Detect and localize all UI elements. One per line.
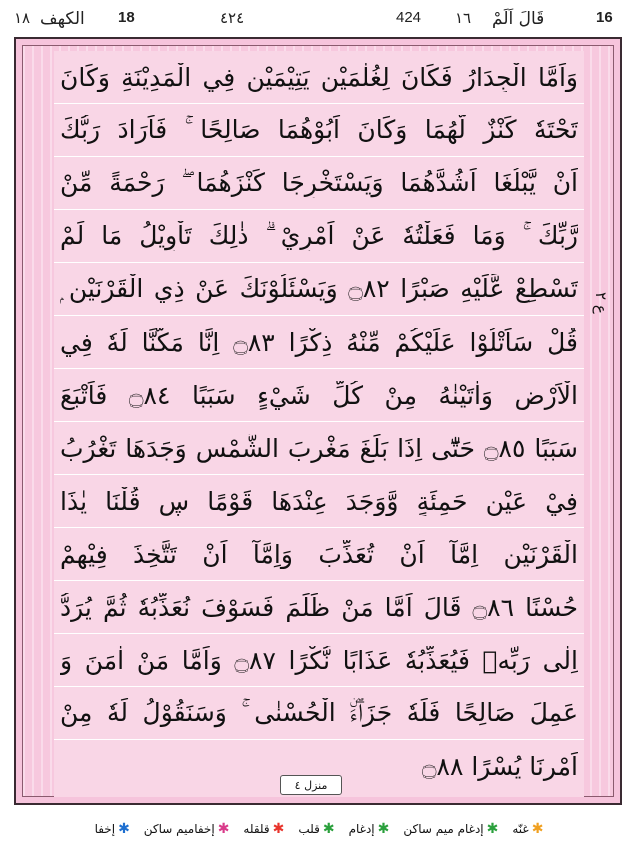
verse-text: وَاَمَّا الْجِدَارُ فَكَانَ لِغُلٰمَيْنِ يَتِيْمَيْنِ فِي الْمَدِيْنَةِ وَكَانَ <box>60 62 578 92</box>
quran-text-area <box>54 51 584 797</box>
text-line <box>54 581 584 634</box>
legend-item <box>243 822 284 836</box>
star-icon: ✱ <box>322 821 335 837</box>
para-number-arabic: ١٦ <box>455 9 472 27</box>
text-line <box>54 422 584 475</box>
text-line <box>54 210 584 263</box>
verse-text: حُسْنًا ۝٨٦ قَالَ اَمَّا مَنْ ظَلَمَ فَسَوْفَ نُعَذِّبُهٗ ثُمَّ يُرَدُّ <box>60 592 578 622</box>
text-line <box>54 157 584 210</box>
verse-text: اَنْ يَّبْلُغَا اَشُدَّهُمَا وَيَسْتَخْرِجَا كَنْزَهُمَا ۖ رَحْمَةً مِّنْ <box>60 168 578 197</box>
page-number: 424 <box>396 9 422 26</box>
verse-text: عَمِلَ صَالِحًا فَلَهٗ جَزَاۗءَۨ الْحُسْنٰى ۚ وَسَنَقُوْلُ لَهٗ مِنْ <box>60 698 578 727</box>
text-line <box>54 51 584 104</box>
tajweed-legend <box>0 816 638 842</box>
star-icon: ✱ <box>531 821 544 837</box>
manzil-stamp: منزل ٤ <box>280 775 342 795</box>
verse-text: الْاَرْضِ وَاٰتَيْنٰهُ مِنْ كُلِّ شَيْءٍ سَبَبًا ۝٨٤ فَاَتْبَعَ <box>60 380 578 410</box>
text-line <box>54 369 584 422</box>
text-line <box>54 316 584 369</box>
page-number-arabic: ٤٢٤ <box>220 9 245 27</box>
verse-text: الْقَرْنَيْنِ اِمَّآ اَنْ تُعَذِّبَ وَاِمَّآ اَنْ تَتَّخِذَ فِيْهِمْ <box>60 539 578 569</box>
para-number: 16 <box>596 9 613 26</box>
star-icon: ✱ <box>272 821 285 837</box>
legend-label: غنّه <box>512 822 529 836</box>
verse-text: قُلْ سَاَتْلُوْا عَلَيْكُمْ مِّنْهُ ذِكْرًا ۝٨٣ اِنَّا مَكَّنَّا لَهٗ فِي <box>60 327 578 357</box>
legend-item <box>512 822 543 836</box>
legend-label: إدغام ميم ساكن <box>403 822 484 836</box>
verse-text: تَحْتَهٗ كَنْزٌ لَّهُمَا وَكَانَ اَبُوْهُمَا صَالِحًا ۚ فَاَرَادَ رَبُّكَ <box>60 115 578 144</box>
surah-name: الكهف <box>40 9 85 29</box>
surah-number: 18 <box>118 9 135 26</box>
verse-text: تَسْطِعْ عَّلَيْهِ صَبْرًا ۝٨٢ وَيَسْئَلُوْنَكَ عَنْ ذِي الْقَرْنَيْنِ ۭ <box>60 274 578 303</box>
legend-label: قلب <box>298 822 320 836</box>
text-line <box>54 687 584 740</box>
star-icon: ✱ <box>486 821 499 837</box>
legend-label: إخفاميم ساكن <box>143 822 215 836</box>
juz-number-arabic: ١٨ <box>14 9 31 27</box>
page-header <box>0 0 638 36</box>
text-line <box>54 104 584 157</box>
verse-text: اَمْرِنَا يُسْرًا ۝٨٨ <box>421 752 578 781</box>
legend-item <box>144 822 230 836</box>
star-icon: ✱ <box>377 821 390 837</box>
verse-text: اِلٰى رَبِّهٖ فَيُعَذِّبُهٗ عَذَابًا نُّكْرًا ۝٨٧ وَاَمَّا مَنْ اٰمَنَ وَ <box>60 645 578 675</box>
legend-label: قلقله <box>243 822 270 836</box>
text-line <box>54 528 584 581</box>
text-line <box>54 263 584 316</box>
legend-label: إخفا <box>94 822 116 836</box>
star-icon: ✱ <box>217 821 230 837</box>
legend-item <box>95 822 130 836</box>
para-name: قَالَ اَلَمْ <box>492 9 545 29</box>
text-line <box>54 634 584 687</box>
verse-text: سَبَبًا ۝٨٥ حَتّٰٓى اِذَا بَلَغَ مَغْرِبَ الشَّمْسِ وَجَدَهَا تَغْرُبُ <box>60 433 578 463</box>
legend-label: إدغام <box>348 822 375 836</box>
star-icon: ✱ <box>118 821 130 837</box>
legend-item <box>403 822 498 836</box>
legend-item <box>349 822 390 836</box>
ruku-marker: ع ٢ <box>592 292 610 314</box>
verse-text: فِيْ عَيْنٍ حَمِئَةٍ وَّوَجَدَ عِنْدَهَا قَوْمًا ڛ قُلْنَا يٰذَا <box>60 486 578 516</box>
verse-text: رَّبِّكَ ۚ وَمَا فَعَلْتُهٗ عَنْ اَمْرِيْ ۗ ذٰلِكَ تَاْوِيْلُ مَا لَمْ <box>60 221 578 250</box>
legend-item <box>298 822 334 836</box>
text-line <box>54 475 584 528</box>
